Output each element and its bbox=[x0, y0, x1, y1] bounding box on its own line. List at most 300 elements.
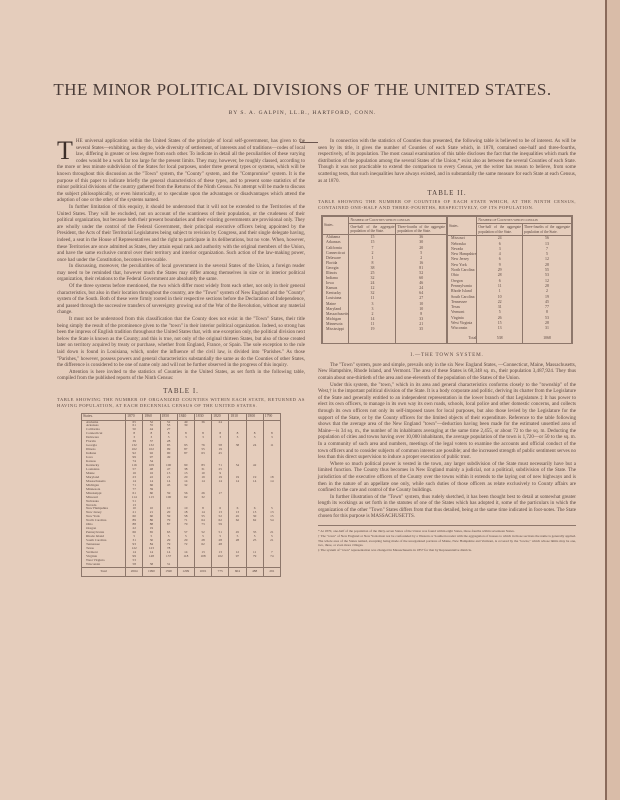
one-half-count-cell: 2 bbox=[349, 312, 396, 317]
state-name-cell: Florida bbox=[323, 261, 349, 266]
county-count-cell: 97 bbox=[143, 456, 160, 460]
county-count-cell: 39 bbox=[126, 440, 143, 444]
county-count-cell: 56 bbox=[177, 492, 194, 496]
one-half-count-cell: 32 bbox=[349, 291, 396, 296]
county-count-cell: 7 bbox=[263, 551, 280, 555]
one-half-count-cell: 1 bbox=[349, 256, 396, 261]
county-count-cell: 31 bbox=[160, 563, 177, 567]
state-name-cell: Delaware bbox=[82, 436, 126, 440]
state-name-cell: Vermont bbox=[82, 551, 126, 555]
county-count-cell: 5 bbox=[194, 535, 211, 539]
one-half-count-cell: 15 bbox=[349, 240, 396, 245]
county-count-cell: 3 bbox=[263, 436, 280, 440]
one-half-count-cell: 22 bbox=[477, 300, 523, 305]
state-name-cell: West Virginia bbox=[82, 559, 126, 563]
three-fourths-count-cell: 10 bbox=[396, 302, 447, 307]
county-count-cell: 87 bbox=[177, 452, 194, 456]
paragraph: Where so much political power is vested in the town, any larger subdivision of the State must necessarily have but a limited function. The County thus becomes in New England mainly a judicial, not a political, subdivision of the State. The jurisdiction of the executive officers of the County over the towns within it extends to the laying out of new highways and is then in the nature of an appellate one only, while such duties of those officers as relate exclusively to County affairs are confined to the care and control of the County buildings. bbox=[318, 460, 576, 494]
state-name-cell: Michigan bbox=[323, 317, 349, 322]
table1-column-header: 1790 bbox=[263, 413, 280, 420]
table1-body bbox=[82, 420, 281, 576]
state-name-cell: Kentucky bbox=[82, 464, 126, 468]
state-name-cell: Tennessee bbox=[448, 300, 477, 305]
three-fourths-count-cell: 28 bbox=[522, 321, 571, 326]
county-count-cell: 51 bbox=[126, 500, 143, 504]
county-count-cell: 29 bbox=[160, 539, 177, 543]
county-count-cell: 64 bbox=[194, 519, 211, 523]
county-count-cell: 66 bbox=[126, 531, 143, 535]
county-count-cell: 6 bbox=[229, 507, 246, 511]
one-half-count-cell: 6 bbox=[477, 279, 523, 284]
state-name-cell: Minnesota bbox=[82, 488, 126, 492]
county-count-cell: 59 bbox=[212, 523, 229, 527]
one-half-count-cell: 38 bbox=[349, 266, 396, 271]
county-count-cell: 100 bbox=[160, 464, 177, 468]
county-count-cell: 21 bbox=[143, 511, 160, 515]
one-half-count-cell: 3 bbox=[349, 307, 396, 312]
three-fourths-count-cell: 28 bbox=[522, 284, 571, 289]
three-fourths-count-cell: 53 bbox=[522, 316, 571, 321]
county-count-cell: 38 bbox=[229, 444, 246, 448]
county-count-cell: 14 bbox=[177, 551, 194, 555]
counties-group-header: Number of Counties which contain bbox=[477, 216, 572, 224]
county-count-cell: 118 bbox=[177, 555, 194, 559]
one-half-count-cell: 6 bbox=[477, 241, 523, 246]
footnote: † The "town" of New England or New York must not be confounded by a Western or Southern reader with the aggregation of houses to which in those sections the name is generally applied. The whole area of the States named, excepting being made of the unorganized portions of Maine, New Hampshire and Vermont, is covered by the "towns," which whose limits may be one, two, three, or even more villages. bbox=[318, 534, 576, 547]
county-count-cell: 114 bbox=[126, 496, 143, 500]
state-name-cell: Connecticut bbox=[82, 432, 126, 436]
intro-paragraph bbox=[57, 138, 305, 204]
one-half-column-header: One-half of the aggregate population of the State. bbox=[478, 225, 521, 234]
county-count-cell: 65 bbox=[126, 420, 143, 424]
one-half-count-cell: 4 bbox=[477, 252, 523, 257]
county-count-cell: 3 bbox=[246, 436, 263, 440]
county-count-cell: 5 bbox=[177, 535, 194, 539]
county-count-cell: 28 bbox=[229, 539, 246, 543]
county-count-cell: 65 bbox=[143, 531, 160, 535]
paragraph-text: HE universal application within the United States of the principle of local self-government, has given to the several States—exhibiting, as they do, wide diversity of settlement, of interests and of traditions—codes of local law, differing in greater or less degree from each other. To indicate in detail all the peculiarities of these varying codes would be a work far too large for the present limits. They may, however, be roughly classed, according to the more or less minute subdivision of the States for local purposes, under three general types or systems, which will be known throughout this discussion as the "Town" system, the "County" system, and the "Compromise" system. It is the purpose of this paper to indicate briefly the general characteristics of these types, and to present some statistics of the minor political divisions of the country gathered from the Returns of the Ninth Census. No attempt will be made to discuss the subject philosophically, or even historically, or to speculate upon the advantages or disadvantages which attend the adoption of one or the other of the systems named. bbox=[57, 138, 305, 204]
county-count-cell: 14 bbox=[126, 551, 143, 555]
county-count-cell: 14 bbox=[177, 480, 194, 484]
state-name-cell: Minnesota bbox=[323, 322, 349, 327]
county-count-cell: 30 bbox=[246, 515, 263, 519]
byline: BY S. A. GALPIN, LL.B., HARTFORD, CONN. bbox=[228, 110, 377, 116]
county-count-cell: 3 bbox=[229, 436, 246, 440]
total-half-cell: 538 bbox=[477, 331, 523, 343]
county-count-cell: 3 bbox=[126, 436, 143, 440]
one-half-count-cell: 8 bbox=[349, 261, 396, 266]
total-cell: 1990 bbox=[143, 567, 160, 576]
county-count-cell: 8 bbox=[263, 432, 280, 436]
one-half-count-cell: 13 bbox=[477, 326, 523, 331]
county-count-cell: 28 bbox=[194, 539, 211, 543]
three-fourths-count-cell: 77 bbox=[522, 305, 571, 310]
county-count-cell: 3 bbox=[177, 436, 194, 440]
footnote: ‡ The system of "town" representation was changed in Massachusetts in 1857 for that by Representative districts. bbox=[318, 548, 472, 553]
table1 bbox=[81, 413, 281, 577]
county-count-cell: 49 bbox=[160, 456, 177, 460]
county-count-cell: 52 bbox=[160, 420, 177, 424]
county-count-cell: 79 bbox=[160, 543, 177, 547]
state-name-cell: Alabama bbox=[323, 235, 349, 241]
three-fourths-count-cell: 12 bbox=[522, 257, 571, 262]
table1-column-header: 1870 bbox=[126, 413, 143, 420]
county-count-cell: 28 bbox=[212, 539, 229, 543]
county-count-cell: 50 bbox=[126, 428, 143, 432]
county-count-cell: 79 bbox=[160, 519, 177, 523]
county-count-cell: 102 bbox=[212, 555, 229, 559]
county-count-cell: 8 bbox=[160, 432, 177, 436]
county-count-cell: 29 bbox=[177, 539, 194, 543]
one-half-count-cell: 3 bbox=[477, 247, 523, 252]
total-cell: 604 bbox=[229, 567, 246, 576]
county-count-cell: 34 bbox=[143, 460, 160, 464]
county-count-cell: 54 bbox=[263, 519, 280, 523]
county-count-cell: 87 bbox=[160, 523, 177, 527]
county-count-cell: 19 bbox=[246, 476, 263, 480]
county-count-cell: 35 bbox=[246, 531, 263, 535]
county-count-cell: 79 bbox=[177, 523, 194, 527]
county-count-cell: 71 bbox=[177, 519, 194, 523]
state-name-cell: Delaware bbox=[323, 256, 349, 261]
state-name-cell: Rhode Island bbox=[82, 535, 126, 539]
table1-column-header: States. bbox=[82, 413, 126, 420]
state-name-cell: Louisiana bbox=[323, 296, 349, 301]
county-count-cell: 5 bbox=[143, 535, 160, 539]
county-count-cell: 5 bbox=[263, 507, 280, 511]
county-count-cell: 13 bbox=[212, 511, 229, 515]
county-count-cell: 132 bbox=[143, 444, 160, 448]
county-count-cell: 102 bbox=[126, 448, 143, 452]
county-count-cell: 78 bbox=[160, 547, 177, 551]
state-name-cell: Nebraska bbox=[448, 241, 477, 246]
state-name-cell: Louisiana bbox=[82, 468, 126, 472]
county-count-cell: 31 bbox=[126, 539, 143, 543]
county-count-cell: 99 bbox=[126, 456, 143, 460]
state-name-cell: Maryland bbox=[82, 476, 126, 480]
county-count-cell: 108 bbox=[194, 555, 211, 559]
county-count-cell: 10 bbox=[194, 472, 211, 476]
state-name-cell: Rhode Island bbox=[448, 289, 477, 294]
county-count-cell: 66 bbox=[143, 484, 160, 488]
county-count-cell: 62 bbox=[229, 519, 246, 523]
total-cell: 1001 bbox=[194, 567, 211, 576]
county-count-cell: 123 bbox=[143, 547, 160, 551]
one-half-count-cell: 3 bbox=[349, 302, 396, 307]
county-count-cell: 73 bbox=[194, 523, 211, 527]
three-fourths-column-header: Three-fourths of the aggregate population of the State. bbox=[523, 225, 570, 234]
total-label: Total bbox=[448, 331, 477, 343]
county-count-cell: 21 bbox=[263, 531, 280, 535]
county-count-cell: 32 bbox=[194, 496, 211, 500]
county-count-cell: 3 bbox=[160, 436, 177, 440]
three-fourths-count-cell: 35 bbox=[396, 327, 447, 332]
three-fourths-count-cell: 5 bbox=[396, 251, 447, 256]
county-count-cell: 14 bbox=[143, 551, 160, 555]
three-fourths-count-cell: 53 bbox=[522, 273, 571, 278]
county-count-cell: 90 bbox=[160, 452, 177, 456]
state-name-cell: Virginia bbox=[448, 316, 477, 321]
county-count-cell: 79 bbox=[246, 555, 263, 559]
state-name-cell: Massachusetts bbox=[82, 480, 126, 484]
county-count-cell: 14 bbox=[126, 480, 143, 484]
county-count-cell: 55 bbox=[194, 515, 211, 519]
paragraph: In further illustration of the "Town" system, thus rudely sketched, it has been thought best to detail at somewhat greater length its workings as set forth in the statutes of one of the States which has adopted it, some of the particulars in which the organization of the other "Town" States differs from that thus detailed, being at the same time indicated in foot-notes. The State chosen for this purpose is MASSACHUSETTS. bbox=[318, 493, 576, 520]
state-name-cell: South Carolina bbox=[448, 294, 477, 299]
state-name-cell: Maine bbox=[82, 472, 126, 476]
one-half-count-cell: 25 bbox=[349, 271, 396, 276]
state-name-cell: Kentucky bbox=[323, 291, 349, 296]
county-count-cell: 48 bbox=[143, 468, 160, 472]
county-count-cell: 60 bbox=[126, 515, 143, 519]
county-count-cell: 137 bbox=[160, 555, 177, 559]
county-count-cell: 19 bbox=[212, 476, 229, 480]
three-fourths-count-cell: 2 bbox=[522, 289, 571, 294]
county-count-cell: 52 bbox=[194, 531, 211, 535]
one-half-column-header: One-half of the aggregate population of the State. bbox=[350, 224, 395, 234]
county-count-cell: 10 bbox=[126, 507, 143, 511]
one-half-count-cell: 15 bbox=[349, 235, 396, 241]
total-three-fourths-cell: 1068 bbox=[522, 331, 571, 343]
county-count-cell: 47 bbox=[160, 468, 177, 472]
one-half-count-cell: 24 bbox=[477, 236, 523, 242]
county-count-cell: 3 bbox=[194, 436, 211, 440]
three-fourths-count-cell: 20 bbox=[396, 246, 447, 251]
table1-column-header: 1840 bbox=[177, 413, 194, 420]
county-count-cell: 8 bbox=[212, 432, 229, 436]
county-count-cell: 63 bbox=[160, 531, 177, 535]
three-fourths-count-cell: 21 bbox=[396, 322, 447, 327]
county-count-cell: 57 bbox=[177, 531, 194, 535]
one-half-count-cell: 10 bbox=[477, 294, 523, 299]
table1-column-header: 1810 bbox=[229, 413, 246, 420]
state-name-cell: Texas bbox=[448, 305, 477, 310]
county-count-cell: 61 bbox=[126, 424, 143, 428]
county-count-cell: 113 bbox=[143, 496, 160, 500]
state-name-cell: Vermont bbox=[448, 310, 477, 315]
county-count-cell: 21 bbox=[160, 476, 177, 480]
one-half-count-cell: 28 bbox=[477, 273, 523, 278]
county-count-cell: 72 bbox=[177, 543, 194, 547]
table1-heading: TABLE I. bbox=[163, 386, 199, 395]
county-count-cell: 88 bbox=[143, 523, 160, 527]
county-count-cell: 8 bbox=[177, 432, 194, 436]
county-count-cell: 84 bbox=[143, 543, 160, 547]
county-count-cell: 38 bbox=[177, 468, 194, 472]
county-count-cell: 39 bbox=[177, 424, 194, 428]
one-half-count-cell: 1 bbox=[477, 289, 523, 294]
county-count-cell: 8 bbox=[126, 432, 143, 436]
county-count-cell: 116 bbox=[126, 464, 143, 468]
county-count-cell: 8 bbox=[194, 507, 211, 511]
paragraph: Under this system, the "town," which in its area and general characteristics conforms closely to the "township" of the West,† is the important political division of the State. It is a body corporate and politic, deriving its charter from the Legislature of the State and generally entitled to an independent representation in the lower branch of that Legislature.‡ It has power to elect its own officers, to manage in its own way its own roads, schools, local police and other domestic concerns, and collects through its own officers not only its self-imposed taxes for local purposes, but also those levied by the Legislature for the support of the State, or by the County officers for the limited objects of their expenditure. Reference to the table following shows that the average area of the New England "town"—deduction having been made for the estimated unsettled area of Maine—is 34 sq. m., the number of its inhabitants averaging at the same time 2,455, or about 72 to the sq. m. Deducting the population of cities and towns having over 10,000 inhabitants, the average population of the town is 1,720—or 50 to the sq. m. In a community of such area and numbers, meetings of the legal voters to examine the accounts and official conduct of the town officers and to consider subjects of common interest are possible; and the increased strength of public sentiment serves no less than this direct supervision to induce a proper execution of public trust. bbox=[318, 381, 576, 461]
county-count-cell: 13 bbox=[246, 511, 263, 515]
state-name-cell: Kansas bbox=[82, 460, 126, 464]
state-name-cell: Texas bbox=[82, 547, 126, 551]
county-count-cell: 71 bbox=[126, 484, 143, 488]
county-count-cell: 90 bbox=[177, 464, 194, 468]
county-count-cell: 25 bbox=[246, 539, 263, 543]
state-name-cell: West Virginia bbox=[448, 321, 477, 326]
county-count-cell: 16 bbox=[126, 472, 143, 476]
county-count-cell: 19 bbox=[194, 476, 211, 480]
county-count-cell: 10 bbox=[160, 507, 177, 511]
paragraph: Attention is here invited to the statistics of Counties in the United States, as set forth in the following table, compiled from the published reports of the Ninth Census: bbox=[57, 368, 305, 382]
three-fourths-count-cell: 16 bbox=[396, 261, 447, 266]
state-name-cell: Kansas bbox=[323, 286, 349, 291]
county-count-cell: 83 bbox=[194, 464, 211, 468]
three-fourths-count-cell: 19 bbox=[522, 294, 571, 299]
drop-cap: T bbox=[57, 136, 73, 165]
state-name-cell: Connecticut bbox=[323, 251, 349, 256]
county-count-cell: 5 bbox=[160, 535, 177, 539]
three-fourths-count-cell: 52 bbox=[396, 271, 447, 276]
state-name-cell: New York bbox=[82, 515, 126, 519]
county-count-cell: 87 bbox=[177, 448, 194, 452]
county-count-cell: 132 bbox=[126, 444, 143, 448]
county-count-cell: 19 bbox=[212, 448, 229, 452]
state-name-cell: Florida bbox=[82, 440, 126, 444]
county-count-cell: 25 bbox=[212, 468, 229, 472]
county-count-cell: 14 bbox=[143, 480, 160, 484]
county-count-cell: 6 bbox=[246, 507, 263, 511]
county-count-cell: 58 bbox=[143, 563, 160, 567]
state-name-cell: New York bbox=[448, 263, 477, 268]
three-fourths-count-cell: 46 bbox=[396, 281, 447, 286]
county-count-cell: 8 bbox=[143, 432, 160, 436]
footnote: * At 1870, one-half of the population of the thirty-seven States of the Union was found within eight States, three-fourths within seventeen States. bbox=[318, 529, 515, 534]
state-name-cell: Nebraska bbox=[82, 500, 126, 504]
three-fourths-count-cell: 24 bbox=[396, 286, 447, 291]
county-count-cell: 55 bbox=[143, 424, 160, 428]
county-count-cell: 11 bbox=[246, 551, 263, 555]
state-name-cell: New Jersey bbox=[448, 257, 477, 262]
county-count-cell: 59 bbox=[160, 515, 177, 519]
county-count-cell: 13 bbox=[126, 504, 143, 508]
footnote-divider bbox=[318, 525, 576, 526]
paragraph: It must not be understood from this classification that the County does not exist in the "Town" States, their title being simply the result of the prominence given to the "town" in their interior political organization. Indeed, so strong has been the impress of English tradition throughout the United States that, with one exception only, the political division next below the State is known as the County; and this is true, not only of the original thirteen States, but also of those created later on territory acquired by treaty or purchase, whether from England, France, or Spain. The sole exception to the rule laid down is found in Louisiana, which, under the influence of the civil law, is divided into "Parishes." As those "Parishes," however, possess powers and general characteristics substantially the same as do the Counties of other States, the difference is considered to be one of name only and will not be further observed in the progress of this inquiry. bbox=[57, 316, 305, 369]
county-count-cell: 92 bbox=[143, 452, 160, 456]
state-name-cell: Oregon bbox=[82, 527, 126, 531]
one-half-count-cell: 7 bbox=[349, 246, 396, 251]
county-count-cell: 8 bbox=[246, 432, 263, 436]
county-count-cell: 24 bbox=[246, 444, 263, 448]
county-count-cell: 13 bbox=[229, 511, 246, 515]
total-cell: 2064 bbox=[126, 567, 143, 576]
county-count-cell: 5 bbox=[126, 535, 143, 539]
section-heading-town-system: I.—THE TOWN SYSTEM. bbox=[410, 352, 484, 359]
three-fourths-count-cell: 81 bbox=[396, 266, 447, 271]
state-name-cell: Maine bbox=[323, 302, 349, 307]
paragraph: In connection with the statistics of Counties thus presented, the following table is believed to be of interest. As will be seen by its title, it gives the number of Counties of each State which, in 1870, contained one-half and three-fourths, respectively, of its population. The most casual examination of this table discloses the fact that the inequalities which mark the distribution of the population among the several States of the Union,* exist also as between the several Counties of each State. Though it was not practicable to extend the comparison to every Census, yet the writer has reason to believe, from some scattering tests, that such inequalities have always existed, and in substantially the same measure for each State at each Census, as at 1870. bbox=[318, 138, 576, 184]
one-half-count-cell: 12 bbox=[349, 286, 396, 291]
paragraph: The "Town" system, pure and simple, prevails only in the six New England States, —Connecticut, Maine, Massachusetts, New Hampshire, Rhode Island, and Vermont. The area of these States is 68,348 sq. m., their population 3,487,924. They thus contain about one-thirtieth of the area and one-eleventh of the population of the States of the Union. bbox=[318, 361, 576, 382]
county-count-cell: 45 bbox=[160, 484, 177, 488]
county-count-cell: 22 bbox=[126, 527, 143, 531]
state-name-cell: Mississippi bbox=[323, 327, 349, 332]
county-count-cell: 32 bbox=[177, 484, 194, 488]
three-fourths-count-cell: 45 bbox=[522, 300, 571, 305]
county-count-cell: 57 bbox=[126, 468, 143, 472]
county-count-cell: 92 bbox=[126, 452, 143, 456]
table2-right-half bbox=[447, 216, 572, 343]
county-count-cell: 97 bbox=[229, 555, 246, 559]
county-count-cell: 59 bbox=[160, 492, 177, 496]
county-count-cell: 88 bbox=[126, 523, 143, 527]
state-name-cell: Ohio bbox=[82, 523, 126, 527]
county-count-cell: 28 bbox=[160, 440, 177, 444]
county-count-cell: 58 bbox=[126, 563, 143, 567]
state-name-cell: Georgia bbox=[82, 444, 126, 448]
county-count-cell: 24 bbox=[212, 420, 229, 424]
county-count-cell: 45 bbox=[229, 515, 246, 519]
county-count-cell: 58 bbox=[212, 444, 229, 448]
three-fourths-count-cell: 30 bbox=[396, 240, 447, 245]
county-count-cell: 10 bbox=[143, 507, 160, 511]
county-count-cell: 14 bbox=[212, 480, 229, 484]
county-count-cell: 60 bbox=[143, 492, 160, 496]
county-count-cell: 60 bbox=[143, 515, 160, 519]
counties-group-header: Number of Counties which contain bbox=[349, 216, 447, 223]
county-count-cell: 13 bbox=[212, 551, 229, 555]
table1-column-header: 1830 bbox=[194, 413, 211, 420]
county-count-cell: 45 bbox=[229, 531, 246, 535]
county-count-cell: 17 bbox=[212, 492, 229, 496]
county-count-cell: 14 bbox=[194, 480, 211, 484]
state-name-cell: Georgia bbox=[323, 266, 349, 271]
three-fourths-count-cell: 8 bbox=[396, 312, 447, 317]
county-count-cell: 31 bbox=[194, 468, 211, 472]
county-count-cell: 36 bbox=[194, 420, 211, 424]
empty-cell bbox=[396, 332, 447, 343]
county-count-cell: 16 bbox=[143, 472, 160, 476]
page-edge-binding bbox=[605, 0, 620, 800]
state-name-cell: New Hampshire bbox=[82, 507, 126, 511]
county-count-cell: 5 bbox=[229, 535, 246, 539]
county-count-cell: 37 bbox=[143, 440, 160, 444]
one-half-count-cell: 11 bbox=[349, 322, 396, 327]
county-count-cell: 14 bbox=[263, 480, 280, 484]
county-count-cell: 53 bbox=[126, 559, 143, 563]
county-count-cell: 99 bbox=[160, 448, 177, 452]
one-half-count-cell: 14 bbox=[349, 317, 396, 322]
county-count-cell: 62 bbox=[246, 519, 263, 523]
county-count-cell: 18 bbox=[263, 476, 280, 480]
county-count-cell: 44 bbox=[143, 428, 160, 432]
three-fourths-count-cell: 5 bbox=[522, 252, 571, 257]
one-half-count-cell: 32 bbox=[349, 276, 396, 281]
county-count-cell: 14 bbox=[194, 511, 211, 515]
county-count-cell: 89 bbox=[126, 519, 143, 523]
paragraph: In discussing, moreover, the peculiarities of local government in the several States of the Union, a foreign reader may need to be reminded that, however much the States may differ among themselves in size or in interior political organization, their relations to the Federal Government are absolutely the same. bbox=[57, 263, 305, 283]
one-half-count-cell: 5 bbox=[477, 310, 523, 315]
county-count-cell: 76 bbox=[194, 444, 211, 448]
state-name-cell: New Hampshire bbox=[448, 252, 477, 257]
state-name-cell: Ohio bbox=[448, 273, 477, 278]
state-name-cell: Illinois bbox=[323, 271, 349, 276]
county-count-cell: 53 bbox=[160, 424, 177, 428]
right-column bbox=[318, 138, 576, 554]
county-count-cell: 74 bbox=[126, 460, 143, 464]
county-count-cell: 62 bbox=[177, 496, 194, 500]
three-fourths-count-cell: 12 bbox=[522, 279, 571, 284]
state-name-cell: Massachusetts bbox=[323, 312, 349, 317]
state-name-cell: Michigan bbox=[82, 484, 126, 488]
three-fourths-count-cell: 60 bbox=[396, 276, 447, 281]
county-count-cell: 6 bbox=[212, 507, 229, 511]
page-title: THE MINOR POLITICAL DIVISIONS OF THE UNITED STATES. bbox=[53, 80, 552, 99]
empty-cell bbox=[323, 332, 349, 343]
